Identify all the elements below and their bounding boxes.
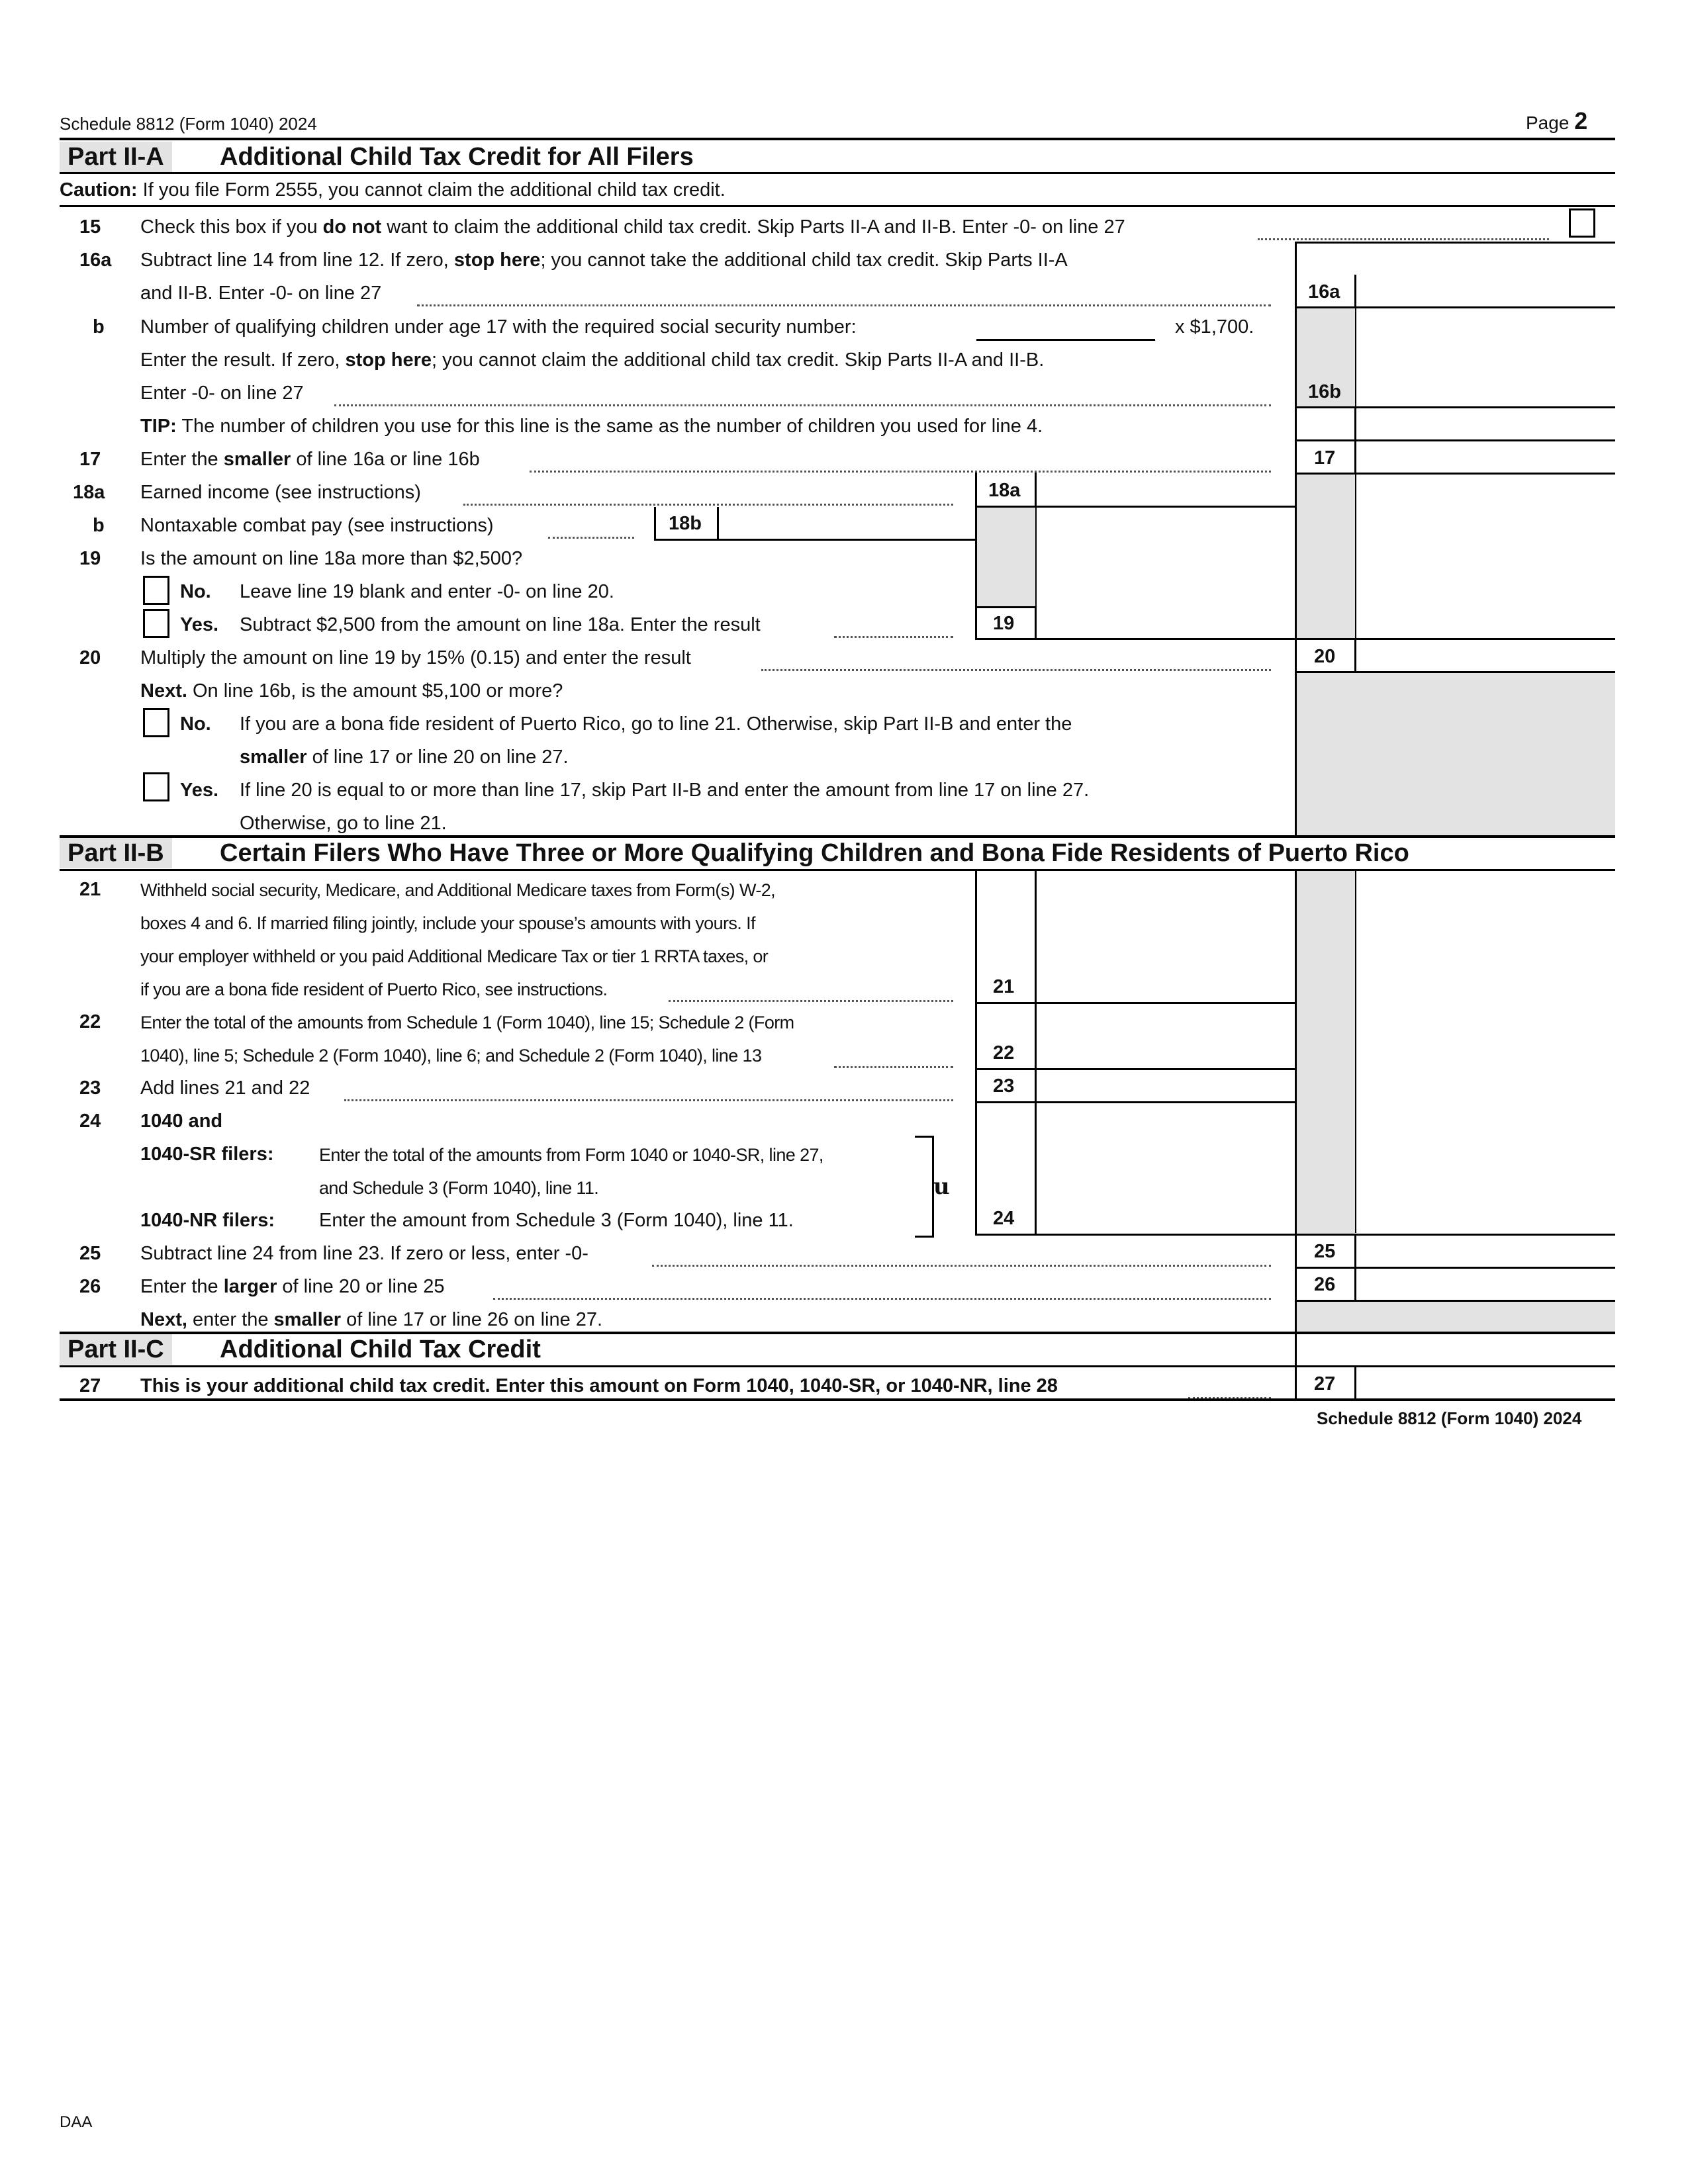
- rule: [1295, 473, 1615, 475]
- arrow-icon: u: [933, 1173, 950, 1200]
- line-21-amount-field[interactable]: [1037, 970, 1295, 1002]
- line-23-amount-field[interactable]: [1037, 1069, 1295, 1101]
- line-number: b: [93, 316, 105, 338]
- line-24-amount-field[interactable]: [1037, 1202, 1295, 1234]
- qualifying-children-count-field[interactable]: [976, 315, 1155, 341]
- rule: [975, 1002, 1295, 1004]
- line-number: 19: [79, 548, 101, 569]
- line-18a-text: Earned income (see instructions): [140, 482, 421, 503]
- line-20-text: Multiply the amount on line 19 by 15% (0.15) and enter the result: [140, 647, 691, 668]
- line-number: 22: [79, 1011, 101, 1032]
- line-22-box-label: 22: [993, 1042, 1015, 1064]
- daa-label: DAA: [60, 2113, 93, 2131]
- line-26-next-text: Next, enter the smaller of line 17 or line 26 on line 27.: [140, 1309, 603, 1330]
- line-22-text-2: 1040), line 5; Schedule 2 (Form 1040), line 6; and Schedule 2 (Form 1040), line 13: [140, 1046, 762, 1066]
- part-iic-title: Additional Child Tax Credit: [220, 1336, 541, 1363]
- line-18a-amount-field[interactable]: [1037, 474, 1295, 506]
- line-number: 26: [79, 1276, 101, 1297]
- rule: [975, 506, 1295, 508]
- line-19-amount-field[interactable]: [1037, 606, 1295, 638]
- line-16b-text-2: Enter the result. If zero, stop here; you cannot claim the additional child tax credit. Skip Parts II-A and II-B.: [140, 349, 1045, 371]
- header-rule: [60, 138, 1615, 140]
- shaded-cell: [1297, 672, 1615, 837]
- rule: [1295, 306, 1615, 308]
- rule: [975, 1101, 1295, 1103]
- leader-dots: [344, 1099, 953, 1101]
- rule: [60, 172, 1615, 174]
- line-number: b: [93, 515, 105, 536]
- line-16b-amount-field[interactable]: [1356, 375, 1615, 406]
- line-25-box-label: 25: [1314, 1241, 1336, 1262]
- column-divider: [1295, 1365, 1297, 1400]
- shaded-cell: [1297, 474, 1355, 639]
- leader-dots: [463, 504, 953, 506]
- line-number: 23: [79, 1077, 101, 1099]
- rule: [1295, 406, 1615, 408]
- line-26-text: Enter the larger of line 20 or line 25: [140, 1276, 445, 1297]
- part-iib-label: Part II-B: [60, 838, 172, 868]
- line-16b-text: Number of qualifying children under age 17 with the required social security number:: [140, 316, 857, 338]
- rule: [1295, 242, 1615, 244]
- line-21-text-4: if you are a bona fide resident of Puerto Rico, see instructions.: [140, 979, 608, 999]
- line-18b-amount-field[interactable]: [719, 507, 975, 539]
- line-19-box-label: 19: [993, 613, 1015, 634]
- line-21-text-1: Withheld social security, Medicare, and Additional Medicare taxes from Form(s) W-2,: [140, 880, 776, 900]
- leader-dots: [417, 304, 1271, 306]
- line-16b-text-3: Enter -0- on line 27: [140, 383, 304, 404]
- rule: [60, 1398, 1615, 1401]
- shaded-cell: [1297, 1302, 1615, 1332]
- line-16a-amount-field[interactable]: [1356, 275, 1615, 306]
- line-19-yes-checkbox[interactable]: [143, 609, 169, 638]
- line-19-no-text: Leave line 19 blank and enter -0- on line 20.: [240, 581, 614, 602]
- line-19-text: Is the amount on line 18a more than $2,500?: [140, 548, 523, 569]
- line-24-box-label: 24: [993, 1208, 1015, 1229]
- leader-dots: [834, 1066, 953, 1068]
- line-19-yes-text: Subtract $2,500 from the amount on line 18a. Enter the result: [240, 614, 761, 635]
- line-26-amount-field[interactable]: [1356, 1268, 1615, 1300]
- line-number: 18a: [73, 482, 105, 503]
- next-yes-label: Yes.: [180, 780, 219, 801]
- line-16b-box-label: 16b: [1308, 381, 1341, 402]
- next-yes-text: If line 20 is equal to or more than line 17, skip Part II-B and enter the amount from line 17 on line 27.: [240, 780, 1090, 801]
- line-number: 15: [79, 216, 101, 238]
- line-22-amount-field[interactable]: [1037, 1036, 1295, 1068]
- bracket-icon: [915, 1136, 934, 1238]
- part-iia-title: Additional Child Tax Credit for All Filers: [220, 143, 694, 171]
- multiplier-text: x $1,700.: [1175, 316, 1254, 338]
- page-indicator: Page 2: [1526, 107, 1588, 134]
- next-yes-checkbox[interactable]: [143, 772, 169, 801]
- leader-dots: [669, 1000, 953, 1002]
- rule: [60, 869, 1615, 871]
- form-footer-name: Schedule 8812 (Form 1040) 2024: [1317, 1408, 1582, 1428]
- leader-dots: [493, 1298, 1271, 1300]
- leader-dots: [761, 669, 1271, 671]
- part-iic-label: Part II-C: [60, 1334, 172, 1365]
- line-19-yes-label: Yes.: [180, 614, 219, 635]
- line-15-text: Check this box if you do not want to claim the additional child tax credit. Skip Parts II-A and II-B. Enter -0- on line 27: [140, 216, 1125, 238]
- line-21-box-label: 21: [993, 976, 1015, 997]
- line-26-box-label: 26: [1314, 1274, 1336, 1295]
- line-17-text: Enter the smaller of line 16a or line 16b: [140, 449, 480, 470]
- line-18b-box-label: 18b: [669, 513, 702, 534]
- leader-dots: [834, 636, 953, 638]
- line-17-box-label: 17: [1314, 447, 1336, 469]
- next-no-text: If you are a bona fide resident of Puerto Rico, go to line 21. Otherwise, skip Part II-B and enter the: [240, 713, 1072, 735]
- column-divider: [975, 869, 977, 1235]
- line-number: 16a: [79, 250, 112, 271]
- line-21-text-2: boxes 4 and 6. If married filing jointly, include your spouse’s amounts with yours. If: [140, 913, 755, 933]
- line-number: 24: [79, 1111, 101, 1132]
- rule: [654, 539, 975, 541]
- leader-dots: [652, 1265, 1271, 1267]
- line-25-amount-field[interactable]: [1356, 1235, 1615, 1267]
- rule: [975, 606, 1035, 608]
- line-27-box-label: 27: [1314, 1373, 1336, 1394]
- leader-dots: [548, 537, 634, 539]
- rule: [1295, 671, 1615, 673]
- shaded-cell: [1297, 871, 1355, 1234]
- line-24-heading-1: 1040 and: [140, 1111, 223, 1132]
- shaded-cell: [977, 507, 1035, 606]
- line-17-amount-field[interactable]: [1356, 441, 1615, 473]
- line-24-text-2: and Schedule 3 (Form 1040), line 11.: [319, 1178, 599, 1198]
- line-27-text: This is your additional child tax credit. Enter this amount on Form 1040, 1040-SR, or 1040-NR, line 28: [140, 1375, 1058, 1396]
- leader-dots: [334, 404, 1271, 406]
- tip-text: TIP: The number of children you use for this line is the same as the number of children you used for line 4.: [140, 416, 1043, 437]
- line-number: 20: [79, 647, 101, 668]
- line-24-heading-3: 1040-NR filers:: [140, 1210, 275, 1231]
- line-25-text: Subtract line 24 from line 23. If zero or less, enter -0-: [140, 1243, 588, 1264]
- line-21-text-3: your employer withheld or you paid Additional Medicare Tax or tier 1 RRTA taxes, or: [140, 946, 769, 966]
- line-16a-text-2: and II-B. Enter -0- on line 27: [140, 283, 382, 304]
- next-no-checkbox[interactable]: [143, 708, 169, 737]
- line-number: 27: [79, 1375, 101, 1396]
- line-24-heading-2: 1040-SR filers:: [140, 1144, 274, 1165]
- line-number: 17: [79, 449, 101, 470]
- line-24-text-1: Enter the total of the amounts from Form 1040 or 1040-SR, line 27,: [319, 1145, 823, 1165]
- line-number: 25: [79, 1243, 101, 1264]
- leader-dots: [1258, 238, 1549, 240]
- line-18a-box-label: 18a: [988, 480, 1021, 501]
- line-19-no-label: No.: [180, 581, 211, 602]
- part-iia-label: Part II-A: [60, 142, 172, 172]
- form-header-name: Schedule 8812 (Form 1040) 2024: [60, 114, 317, 134]
- line-23-text: Add lines 21 and 22: [140, 1077, 310, 1099]
- column-divider: [654, 507, 656, 539]
- line-20-amount-field[interactable]: [1356, 639, 1615, 671]
- line-20-box-label: 20: [1314, 646, 1336, 667]
- next-question-text: Next. On line 16b, is the amount $5,100 or more?: [140, 680, 563, 702]
- line-27-amount-field[interactable]: [1356, 1367, 1615, 1399]
- rule: [60, 205, 1615, 207]
- next-no-label: No.: [180, 713, 211, 735]
- line-22-text-1: Enter the total of the amounts from Schedule 1 (Form 1040), line 15; Schedule 2 (Form: [140, 1013, 794, 1032]
- line-16a-box-label: 16a: [1308, 281, 1340, 302]
- line-24-text-3: Enter the amount from Schedule 3 (Form 1040), line 11.: [319, 1210, 794, 1231]
- next-no-text-2: smaller of line 17 or line 20 on line 27.: [240, 747, 569, 768]
- part-iib-title: Certain Filers Who Have Three or More Qualifying Children and Bona Fide Residents of Puerto Rico: [220, 839, 1409, 867]
- line-18b-text: Nontaxable combat pay (see instructions): [140, 515, 494, 536]
- line-19-no-checkbox[interactable]: [143, 576, 169, 605]
- line-16a-text: Subtract line 14 from line 12. If zero, stop here; you cannot take the additional child tax credit. Skip Parts II-A: [140, 250, 1068, 271]
- leader-dots: [530, 471, 1271, 473]
- line-15-checkbox[interactable]: [1569, 208, 1595, 238]
- caution-text: Caution: If you file Form 2555, you cannot claim the additional child tax credit.: [60, 179, 726, 201]
- next-yes-text-2: Otherwise, go to line 21.: [240, 813, 447, 834]
- line-23-box-label: 23: [993, 1075, 1015, 1097]
- line-number: 21: [79, 879, 101, 900]
